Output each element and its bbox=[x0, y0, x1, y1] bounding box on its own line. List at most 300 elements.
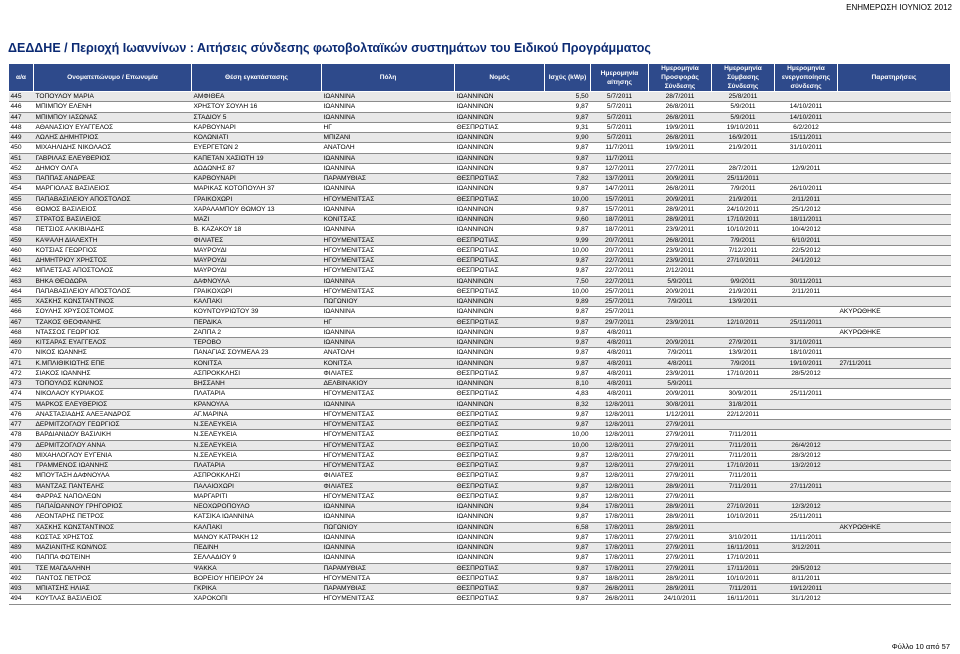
table-row bbox=[9, 399, 951, 409]
cell-name: ΔΕΡΜΙΤΖΟΓΛΟΥ ΑΝΝΑ bbox=[34, 440, 192, 450]
cell-power: 9,89 bbox=[545, 297, 591, 307]
cell-location: ΒΗΣΣΑΝΗ bbox=[192, 379, 322, 389]
cell-power: 9,87 bbox=[545, 338, 591, 348]
cell-activation-date: 19/12/2011 bbox=[775, 584, 838, 594]
cell-city: ΗΓΟΥΜΕΝΙΤΣΑΣ bbox=[322, 440, 455, 450]
cell-location: Ν.ΣΕΛΕΥΚΕΙΑ bbox=[192, 450, 322, 460]
cell-prefecture: ΘΕΣΠΡΩΤΙΑΣ bbox=[455, 174, 545, 184]
cell-activation-date: 25/11/2011 bbox=[775, 512, 838, 522]
cell-prefecture: ΘΕΣΠΡΩΤΙΑΣ bbox=[455, 491, 545, 501]
cell-name: ΚΟΤΣΙΑΣ ΓΕΩΡΓΙΟΣ bbox=[34, 245, 192, 255]
cell-contract-date bbox=[712, 420, 775, 430]
cell-city: ΙΩΑΝΝΙΝΑ bbox=[322, 225, 455, 235]
cell-offer-date bbox=[649, 307, 712, 317]
cell-aa: 463 bbox=[9, 276, 34, 286]
cell-offer-date: 28/9/2011 bbox=[649, 215, 712, 225]
cell-name: ΜΠΙΑΤΣΗΣ ΗΛΙΑΣ bbox=[34, 584, 192, 594]
cell-application-date: 25/7/2011 bbox=[591, 286, 649, 296]
cell-city: ΙΩΑΝΝΙΝΑ bbox=[322, 163, 455, 173]
cell-contract-date: 17/10/2011 bbox=[712, 553, 775, 563]
cell-aa: 467 bbox=[9, 317, 34, 327]
cell-activation-date: 6/10/2011 bbox=[775, 235, 838, 245]
cell-application-date: 14/7/2011 bbox=[591, 184, 649, 194]
cell-prefecture: ΘΕΣΠΡΩΤΙΑΣ bbox=[455, 256, 545, 266]
cell-location: ΚΑΤΣΙΚΑ ΙΩΑΝΝΙΝΑ bbox=[192, 512, 322, 522]
cell-power: 9,87 bbox=[545, 143, 591, 153]
cell-power: 9,87 bbox=[545, 153, 591, 163]
cell-contract-date: 7/9/2011 bbox=[712, 235, 775, 245]
table-row bbox=[9, 450, 951, 460]
cell-power: 9,87 bbox=[545, 491, 591, 501]
cell-offer-date: 4/8/2011 bbox=[649, 358, 712, 368]
cell-name: Κ.ΜΠΛΙΘΙΚΙΩΤΗΣ ΕΠΕ bbox=[34, 358, 192, 368]
cell-city: ΗΓΟΥΜΕΝΙΤΣΑΣ bbox=[322, 594, 455, 604]
cell-application-date: 17/8/2011 bbox=[591, 543, 649, 553]
cell-application-date: 17/8/2011 bbox=[591, 522, 649, 532]
cell-city: ΙΩΑΝΝΙΝΑ bbox=[322, 543, 455, 553]
cell-application-date: 17/8/2011 bbox=[591, 553, 649, 563]
table-row bbox=[9, 461, 951, 471]
table-row bbox=[9, 420, 951, 430]
table-row bbox=[9, 553, 951, 563]
cell-activation-date bbox=[775, 153, 838, 163]
cell-prefecture: ΘΕΣΠΡΩΤΙΑΣ bbox=[455, 245, 545, 255]
cell-power: 10,00 bbox=[545, 194, 591, 204]
cell-power: 6,58 bbox=[545, 522, 591, 532]
cell-prefecture: ΘΕΣΠΡΩΤΙΑΣ bbox=[455, 389, 545, 399]
cell-aa: 453 bbox=[9, 174, 34, 184]
cell-name: ΧΑΣΚΗΣ ΚΩΝΣΤΑΝΤΙΝΟΣ bbox=[34, 297, 192, 307]
cell-city: ΠΩΓΩΝΙΟΥ bbox=[322, 522, 455, 532]
cell-city: ΗΓΟΥΜΕΝΙΤΣΑΣ bbox=[322, 420, 455, 430]
cell-aa: 483 bbox=[9, 481, 34, 491]
cell-remarks bbox=[838, 573, 951, 583]
cell-power: 9,87 bbox=[545, 358, 591, 368]
table-row bbox=[9, 143, 951, 153]
cell-city: ΔΕΛΒΙΝΑΚΙΟΥ bbox=[322, 379, 455, 389]
cell-application-date: 4/8/2011 bbox=[591, 338, 649, 348]
cell-offer-date: 28/9/2011 bbox=[649, 512, 712, 522]
cell-name: ΜΙΧΑΗΛΙΔΗΣ ΝΙΚΟΛΑΟΣ bbox=[34, 143, 192, 153]
cell-aa: 487 bbox=[9, 522, 34, 532]
cell-application-date: 4/8/2011 bbox=[591, 368, 649, 378]
cell-contract-date: 13/9/2011 bbox=[712, 348, 775, 358]
cell-remarks bbox=[838, 368, 951, 378]
cell-location: ΚΡΑΝΟΥΛΑ bbox=[192, 399, 322, 409]
cell-name: ΘΩΜΟΣ ΒΑΣΙΛΕΙΟΣ bbox=[34, 204, 192, 214]
cell-activation-date: 26/10/2011 bbox=[775, 184, 838, 194]
cell-city: ΗΓΟΥΜΕΝΙΤΣΑΣ bbox=[322, 286, 455, 296]
cell-remarks: ΑΚΥΡΩΘΗΚΕ bbox=[838, 327, 951, 337]
cell-application-date: 12/8/2011 bbox=[591, 481, 649, 491]
cell-offer-date: 20/9/2011 bbox=[649, 286, 712, 296]
cell-power: 9,87 bbox=[545, 102, 591, 112]
cell-prefecture: ΙΩΑΝΝΙΝΩΝ bbox=[455, 307, 545, 317]
cell-remarks bbox=[838, 143, 951, 153]
cell-location: ΚΑΠΕΤΑΝ ΧΑΣΙΩΤΗ 19 bbox=[192, 153, 322, 163]
cell-location: Ν.ΣΕΛΕΥΚΕΙΑ bbox=[192, 430, 322, 440]
cell-contract-date: 19/10/2011 bbox=[712, 122, 775, 132]
table-row bbox=[9, 491, 951, 501]
cell-city: ΙΩΑΝΝΙΝΑ bbox=[322, 184, 455, 194]
cell-application-date: 22/7/2011 bbox=[591, 276, 649, 286]
cell-city: ΠΑΡΑΜΥΘΙΑΣ bbox=[322, 563, 455, 573]
cell-remarks bbox=[838, 440, 951, 450]
cell-aa: 471 bbox=[9, 358, 34, 368]
cell-aa: 479 bbox=[9, 440, 34, 450]
cell-application-date: 12/8/2011 bbox=[591, 450, 649, 460]
cell-offer-date: 28/7/2011 bbox=[649, 92, 712, 102]
cell-contract-date: 13/9/2011 bbox=[712, 297, 775, 307]
table-row bbox=[9, 440, 951, 450]
cell-remarks bbox=[838, 266, 951, 276]
cell-activation-date: 12/9/2011 bbox=[775, 163, 838, 173]
cell-aa: 484 bbox=[9, 491, 34, 501]
cell-prefecture: ΘΕΣΠΡΩΤΙΑΣ bbox=[455, 584, 545, 594]
cell-remarks bbox=[838, 399, 951, 409]
cell-activation-date: 15/11/2011 bbox=[775, 133, 838, 143]
cell-name: ΓΡΑΜΜΕΝΟΣ ΙΩΑΝΝΗΣ bbox=[34, 461, 192, 471]
cell-location: ΜΑΥΡΟΥΔΙ bbox=[192, 245, 322, 255]
cell-location: ΧΑΡΟΚΟΠΙ bbox=[192, 594, 322, 604]
cell-city: ΙΩΑΝΝΙΝΑ bbox=[322, 502, 455, 512]
cell-prefecture: ΙΩΑΝΝΙΝΩΝ bbox=[455, 133, 545, 143]
cell-prefecture: ΙΩΑΝΝΙΝΩΝ bbox=[455, 358, 545, 368]
cell-offer-date: 23/9/2011 bbox=[649, 225, 712, 235]
cell-power: 9,87 bbox=[545, 368, 591, 378]
cell-application-date: 4/8/2011 bbox=[591, 379, 649, 389]
cell-location: ΑΣΠΡΟΚΚΛΗΣΙ bbox=[192, 368, 322, 378]
cell-offer-date: 28/9/2011 bbox=[649, 584, 712, 594]
cell-remarks bbox=[838, 122, 951, 132]
cell-application-date: 20/7/2011 bbox=[591, 235, 649, 245]
cell-city: ΦΙΛΙΑΤΕΣ bbox=[322, 481, 455, 491]
cell-prefecture: ΘΕΣΠΡΩΤΙΑΣ bbox=[455, 409, 545, 419]
cell-remarks bbox=[838, 256, 951, 266]
cell-activation-date: 14/10/2011 bbox=[775, 112, 838, 122]
cell-location: ΧΑΡΑΛΑΜΠΟΥ ΘΩΜΟΥ 13 bbox=[192, 204, 322, 214]
cell-contract-date bbox=[712, 266, 775, 276]
cell-prefecture: ΘΕΣΠΡΩΤΙΑΣ bbox=[455, 420, 545, 430]
cell-remarks bbox=[838, 348, 951, 358]
col-header-location: Θέση εγκατάστασης bbox=[192, 64, 322, 92]
cell-power: 9,87 bbox=[545, 225, 591, 235]
cell-contract-date: 22/12/2011 bbox=[712, 409, 775, 419]
cell-name: ΣΤΡΑΤΟΣ ΒΑΣΙΛΕΙΟΣ bbox=[34, 215, 192, 225]
cell-activation-date: 22/5/2012 bbox=[775, 245, 838, 255]
cell-contract-date: 5/9/2011 bbox=[712, 112, 775, 122]
cell-location: ΜΑΥΡΟΥΔΙ bbox=[192, 266, 322, 276]
cell-location: ΚΑΛΠΑΚΙ bbox=[192, 522, 322, 532]
cell-prefecture: ΙΩΑΝΝΙΝΩΝ bbox=[455, 102, 545, 112]
cell-remarks bbox=[838, 409, 951, 419]
cell-city: ΙΩΑΝΝΙΝΑ bbox=[322, 276, 455, 286]
cell-location: ΓΡΑΙΚΟΧΩΡΙ bbox=[192, 286, 322, 296]
cell-prefecture: ΘΕΣΠΡΩΤΙΑΣ bbox=[455, 266, 545, 276]
cell-application-date: 18/8/2011 bbox=[591, 573, 649, 583]
cell-aa: 456 bbox=[9, 204, 34, 214]
cell-aa: 462 bbox=[9, 266, 34, 276]
page-number: Φύλλο 10 από 57 bbox=[891, 642, 950, 651]
cell-application-date: 5/7/2011 bbox=[591, 122, 649, 132]
table-row bbox=[9, 327, 951, 337]
cell-application-date: 12/8/2011 bbox=[591, 430, 649, 440]
cell-city: ΙΩΑΝΝΙΝΑ bbox=[322, 399, 455, 409]
cell-power: 9,87 bbox=[545, 584, 591, 594]
cell-application-date: 13/7/2011 bbox=[591, 174, 649, 184]
cell-remarks bbox=[838, 276, 951, 286]
cell-activation-date: 26/4/2012 bbox=[775, 440, 838, 450]
cell-remarks: ΑΚΥΡΩΘΗΚΕ bbox=[838, 307, 951, 317]
table-row bbox=[9, 225, 951, 235]
cell-offer-date: 7/9/2011 bbox=[649, 348, 712, 358]
cell-power: 9,87 bbox=[545, 420, 591, 430]
cell-location: ΜΑΥΡΟΥΔΙ bbox=[192, 256, 322, 266]
cell-city: ΙΩΑΝΝΙΝΑ bbox=[322, 307, 455, 317]
cell-contract-date: 16/9/2011 bbox=[712, 133, 775, 143]
table-row bbox=[9, 430, 951, 440]
cell-aa: 482 bbox=[9, 471, 34, 481]
cell-activation-date: 11/11/2011 bbox=[775, 532, 838, 542]
cell-power: 9,87 bbox=[545, 563, 591, 573]
cell-city: ΗΓΟΥΜΕΝΙΤΣΑΣ bbox=[322, 461, 455, 471]
table-row bbox=[9, 409, 951, 419]
cell-offer-date: 26/8/2011 bbox=[649, 184, 712, 194]
cell-prefecture: ΘΕΣΠΡΩΤΙΑΣ bbox=[455, 461, 545, 471]
cell-city: ΦΙΛΙΑΤΕΣ bbox=[322, 368, 455, 378]
cell-contract-date: 7/11/2011 bbox=[712, 450, 775, 460]
cell-activation-date: 18/11/2011 bbox=[775, 215, 838, 225]
cell-power: 9,84 bbox=[545, 502, 591, 512]
cell-offer-date: 27/9/2011 bbox=[649, 543, 712, 553]
cell-prefecture: ΘΕΣΠΡΩΤΙΑΣ bbox=[455, 481, 545, 491]
cell-prefecture: ΘΕΣΠΡΩΤΙΑΣ bbox=[455, 430, 545, 440]
cell-prefecture: ΘΕΣΠΡΩΤΙΑΣ bbox=[455, 317, 545, 327]
cell-location: ΑΣΠΡΟΚΚΛΗΣΙ bbox=[192, 471, 322, 481]
cell-contract-date: 3/10/2011 bbox=[712, 532, 775, 542]
cell-aa: 491 bbox=[9, 563, 34, 573]
cell-remarks bbox=[838, 563, 951, 573]
cell-offer-date: 5/9/2011 bbox=[649, 379, 712, 389]
cell-activation-date bbox=[775, 266, 838, 276]
cell-name: ΚΩΣΤΑΣ ΧΡΗΣΤΟΣ bbox=[34, 532, 192, 542]
cell-location: ΠΑΝΑΓΙΑΣ ΣΟΥΜΕΛΑ 23 bbox=[192, 348, 322, 358]
cell-aa: 447 bbox=[9, 112, 34, 122]
cell-name: ΤΖΑΚΟΣ ΘΕΟΦΑΝΗΣ bbox=[34, 317, 192, 327]
cell-power: 10,00 bbox=[545, 440, 591, 450]
cell-name: ΚΟΥΤΛΑΣ ΒΑΣΙΛΕΙΟΣ bbox=[34, 594, 192, 604]
cell-contract-date: 7/11/2011 bbox=[712, 471, 775, 481]
cell-activation-date bbox=[775, 420, 838, 430]
cell-contract-date: 25/8/2011 bbox=[712, 92, 775, 102]
cell-offer-date bbox=[649, 153, 712, 163]
cell-activation-date bbox=[775, 92, 838, 102]
cell-offer-date: 28/9/2011 bbox=[649, 502, 712, 512]
cell-prefecture: ΙΩΑΝΝΙΝΩΝ bbox=[455, 225, 545, 235]
col-header-aa: α/α bbox=[9, 64, 34, 92]
cell-prefecture: ΘΕΣΠΡΩΤΙΑΣ bbox=[455, 194, 545, 204]
cell-aa: 446 bbox=[9, 102, 34, 112]
cell-city: ΗΓΟΥΜΕΝΙΤΣΑΣ bbox=[322, 235, 455, 245]
cell-prefecture: ΙΩΑΝΝΙΝΩΝ bbox=[455, 348, 545, 358]
page-title: ΔΕΔΔΗΕ / Περιοχή Ιωαννίνων : Αιτήσεις σύνδεσης φωτοβολταϊκών συστημάτων του Ειδικού Προγράμματος bbox=[8, 41, 651, 55]
cell-offer-date: 26/8/2011 bbox=[649, 112, 712, 122]
cell-location: ΚΑΡΒΟΥΝΑΡΙ bbox=[192, 122, 322, 132]
cell-power: 9,31 bbox=[545, 122, 591, 132]
table-row bbox=[9, 502, 951, 512]
applications-table bbox=[8, 63, 951, 605]
cell-remarks bbox=[838, 153, 951, 163]
cell-contract-date: 7/11/2011 bbox=[712, 584, 775, 594]
cell-name: ΜΠΙΜΠΟΥ ΙΑΣΩΝΑΣ bbox=[34, 112, 192, 122]
cell-remarks bbox=[838, 112, 951, 122]
cell-aa: 454 bbox=[9, 184, 34, 194]
cell-activation-date: 12/3/2012 bbox=[775, 502, 838, 512]
cell-city: ΑΝΑΤΟΛΗ bbox=[322, 143, 455, 153]
cell-power: 9,87 bbox=[545, 409, 591, 419]
cell-activation-date bbox=[775, 307, 838, 317]
cell-power: 9,87 bbox=[545, 471, 591, 481]
cell-contract-date: 7/9/2011 bbox=[712, 184, 775, 194]
cell-offer-date: 24/10/2011 bbox=[649, 594, 712, 604]
cell-remarks bbox=[838, 92, 951, 102]
cell-aa: 450 bbox=[9, 143, 34, 153]
cell-application-date: 25/7/2011 bbox=[591, 297, 649, 307]
cell-activation-date: 10/4/2012 bbox=[775, 225, 838, 235]
cell-contract-date: 25/11/2011 bbox=[712, 174, 775, 184]
cell-name: ΜΠΟΥΤΑΣΗ ΔΑΦΝΟΥΛΑ bbox=[34, 471, 192, 481]
cell-offer-date: 26/8/2011 bbox=[649, 235, 712, 245]
cell-aa: 480 bbox=[9, 450, 34, 460]
cell-power: 9,87 bbox=[545, 450, 591, 460]
cell-remarks bbox=[838, 215, 951, 225]
cell-remarks bbox=[838, 204, 951, 214]
cell-contract-date: 7/11/2011 bbox=[712, 430, 775, 440]
cell-application-date: 5/7/2011 bbox=[591, 92, 649, 102]
cell-power: 9,87 bbox=[545, 573, 591, 583]
cell-name: ΧΑΣΚΗΣ ΚΩΝΣΤΑΝΤΙΝΟΣ bbox=[34, 522, 192, 532]
cell-aa: 477 bbox=[9, 420, 34, 430]
cell-aa: 475 bbox=[9, 399, 34, 409]
cell-contract-date: 16/11/2011 bbox=[712, 543, 775, 553]
cell-contract-date: 27/10/2011 bbox=[712, 502, 775, 512]
table-row bbox=[9, 215, 951, 225]
cell-remarks bbox=[838, 430, 951, 440]
cell-city: ΚΟΝΙΤΣΑΣ bbox=[322, 215, 455, 225]
cell-name: ΜΑΖΙΑΝΙΤΗΣ ΚΩΝ/ΝΟΣ bbox=[34, 543, 192, 553]
cell-city: ΗΓΟΥΜΕΝΙΤΣΑΣ bbox=[322, 194, 455, 204]
cell-city: ΗΓΟΥΜΕΝΙΤΣΑΣ bbox=[322, 450, 455, 460]
cell-offer-date: 27/9/2011 bbox=[649, 461, 712, 471]
cell-aa: 464 bbox=[9, 286, 34, 296]
cell-offer-date: 27/9/2011 bbox=[649, 420, 712, 430]
cell-city: ΙΩΑΝΝΙΝΑ bbox=[322, 338, 455, 348]
cell-offer-date: 27/7/2011 bbox=[649, 163, 712, 173]
cell-offer-date: 20/9/2011 bbox=[649, 174, 712, 184]
cell-application-date: 12/8/2011 bbox=[591, 461, 649, 471]
cell-activation-date: 27/11/2011 bbox=[775, 481, 838, 491]
cell-power: 9,87 bbox=[545, 532, 591, 542]
cell-contract-date bbox=[712, 522, 775, 532]
cell-name: ΤΟΠΟΥΛΟΣ ΚΩΝ/ΝΟΣ bbox=[34, 379, 192, 389]
cell-city: ΙΩΑΝΝΙΝΑ bbox=[322, 153, 455, 163]
cell-location: ΑΓ.ΜΑΡΙΝΑ bbox=[192, 409, 322, 419]
table-row bbox=[9, 317, 951, 327]
cell-application-date: 17/8/2011 bbox=[591, 502, 649, 512]
cell-remarks bbox=[838, 297, 951, 307]
table-row bbox=[9, 163, 951, 173]
cell-activation-date: 31/10/2011 bbox=[775, 338, 838, 348]
table-row bbox=[9, 379, 951, 389]
cell-name: ΠΑΠΠΑΣ ΑΝΔΡΕΑΣ bbox=[34, 174, 192, 184]
cell-aa: 493 bbox=[9, 584, 34, 594]
cell-contract-date: 10/10/2011 bbox=[712, 225, 775, 235]
cell-application-date: 12/8/2011 bbox=[591, 420, 649, 430]
cell-activation-date bbox=[775, 491, 838, 501]
cell-aa: 460 bbox=[9, 245, 34, 255]
cell-prefecture: ΙΩΑΝΝΙΝΩΝ bbox=[455, 379, 545, 389]
cell-location: ΚΟΛΩΝΙΑΤΙ bbox=[192, 133, 322, 143]
cell-power: 4,83 bbox=[545, 389, 591, 399]
cell-location: Β. ΚΑΖΑΚΟΥ 18 bbox=[192, 225, 322, 235]
table-row bbox=[9, 184, 951, 194]
cell-offer-date: 27/9/2011 bbox=[649, 553, 712, 563]
cell-city: ΗΓ bbox=[322, 317, 455, 327]
cell-name: ΛΩΛΗΣ ΔΗΜΗΤΡΙΟΣ bbox=[34, 133, 192, 143]
cell-offer-date: 7/9/2011 bbox=[649, 297, 712, 307]
cell-name: ΔΗΜΟΥ ΟΛΓΑ bbox=[34, 163, 192, 173]
cell-aa: 488 bbox=[9, 532, 34, 542]
table-row bbox=[9, 297, 951, 307]
cell-aa: 481 bbox=[9, 461, 34, 471]
cell-city: ΙΩΑΝΝΙΝΑ bbox=[322, 512, 455, 522]
cell-prefecture: ΙΩΑΝΝΙΝΩΝ bbox=[455, 184, 545, 194]
cell-power: 9,87 bbox=[545, 594, 591, 604]
cell-contract-date bbox=[712, 491, 775, 501]
cell-power: 9,87 bbox=[545, 553, 591, 563]
cell-power: 8,32 bbox=[545, 399, 591, 409]
cell-aa: 485 bbox=[9, 502, 34, 512]
cell-name: ΜΠΙΜΠΟΥ ΕΛΕΝΗ bbox=[34, 102, 192, 112]
cell-location: ΔΑΦΝΟΥΛΑ bbox=[192, 276, 322, 286]
cell-offer-date: 28/9/2011 bbox=[649, 204, 712, 214]
cell-contract-date: 27/10/2011 bbox=[712, 256, 775, 266]
cell-application-date: 22/7/2011 bbox=[591, 256, 649, 266]
cell-remarks bbox=[838, 174, 951, 184]
cell-application-date: 5/7/2011 bbox=[591, 133, 649, 143]
cell-name: ΑΝΑΣΤΑΣΙΑΔΗΣ ΑΛΕΞΑΝΔΡΟΣ bbox=[34, 409, 192, 419]
cell-remarks bbox=[838, 102, 951, 112]
cell-remarks bbox=[838, 379, 951, 389]
cell-location: ΚΟΝΙΤΣΑ bbox=[192, 358, 322, 368]
cell-application-date: 12/8/2011 bbox=[591, 409, 649, 419]
cell-application-date: 17/8/2011 bbox=[591, 532, 649, 542]
cell-remarks bbox=[838, 491, 951, 501]
cell-city: ΗΓΟΥΜΕΝΙΤΣΑ bbox=[322, 573, 455, 583]
cell-power: 9,87 bbox=[545, 317, 591, 327]
cell-city: ΠΩΓΩΝΙΟΥ bbox=[322, 297, 455, 307]
cell-offer-date: 28/9/2011 bbox=[649, 481, 712, 491]
cell-location: ΠΛΑΤΑΡΙΑ bbox=[192, 461, 322, 471]
cell-name: ΜΑΡΓΙΟΛΑΣ ΒΑΣΙΛΕΙΟΣ bbox=[34, 184, 192, 194]
cell-contract-date: 7/11/2011 bbox=[712, 481, 775, 491]
cell-activation-date: 13/2/2012 bbox=[775, 461, 838, 471]
cell-name: ΝΙΚΟΛΑΟΥ ΚΥΡΙΑΚΟΣ bbox=[34, 389, 192, 399]
cell-activation-date: 31/1/2012 bbox=[775, 594, 838, 604]
cell-city: ΙΩΑΝΝΙΝΑ bbox=[322, 92, 455, 102]
table-row bbox=[9, 204, 951, 214]
cell-location: ΜΑΡΙΚΑΣ ΚΟΤΟΠΟΥΛΗ 37 bbox=[192, 184, 322, 194]
